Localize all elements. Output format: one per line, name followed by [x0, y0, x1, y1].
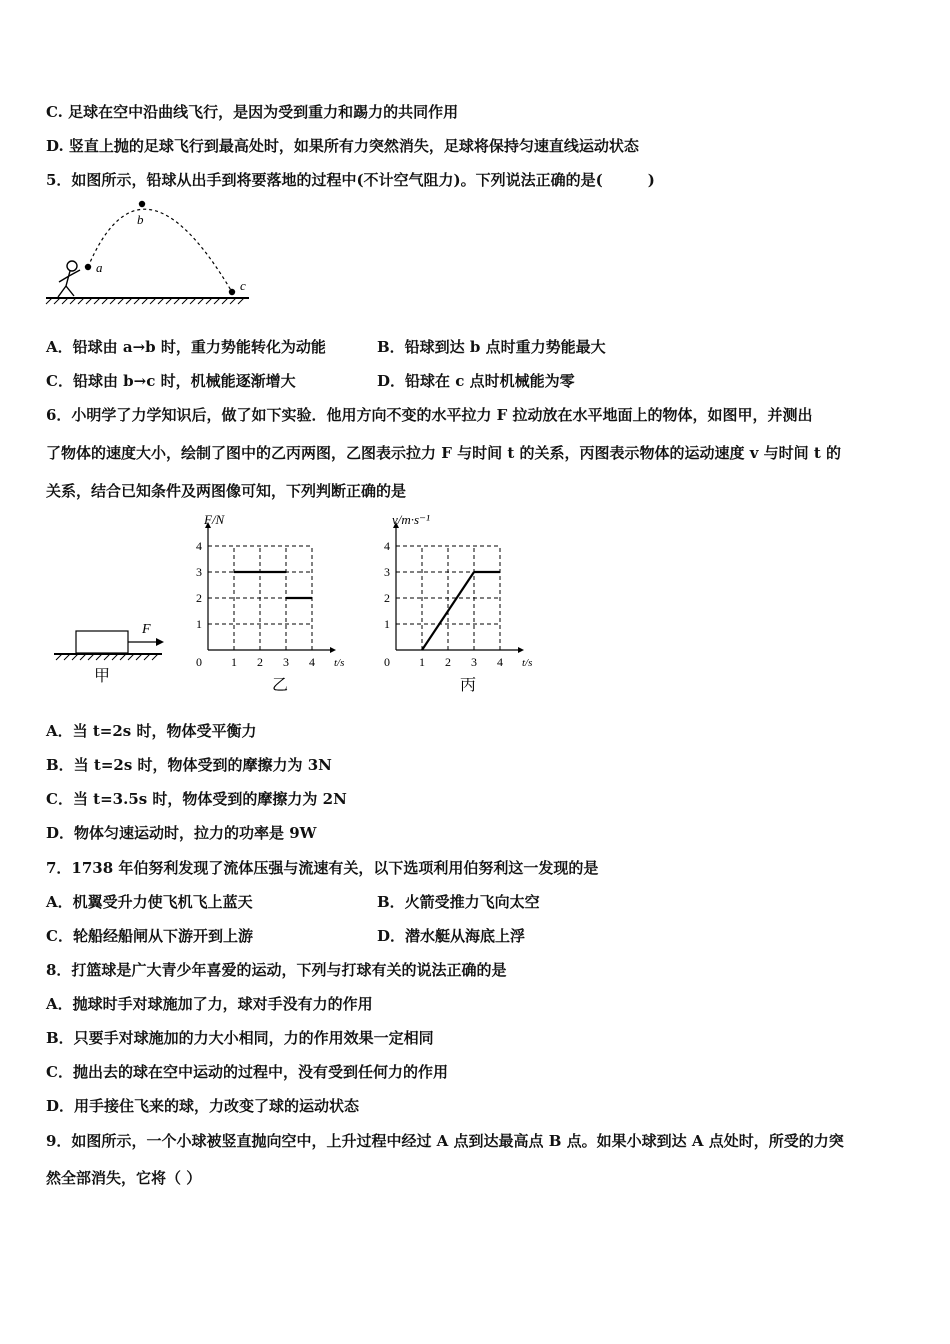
point-c-label: c	[240, 278, 246, 293]
q6-stem-line2: 了物体的速度大小，绘制了图中的乙丙两图，乙图表示拉力 F 与时间 t 的关系，丙图表示物体的运动速度 v 与时间 t 的	[46, 444, 842, 462]
chart-caption: 丙	[460, 677, 477, 694]
x-tick-label: 2	[257, 655, 263, 669]
x-axis-arrow	[330, 647, 336, 653]
x-tick-label: 4	[309, 655, 315, 669]
x-tick-label: 0	[384, 655, 390, 669]
q7-stem: 7．1738 年伯努利发现了流体压强与流速有关，以下选项利用伯努利这一发现的是	[46, 859, 599, 877]
x-tick-label: 3	[283, 655, 289, 669]
x-tick-label: 0	[196, 655, 202, 669]
q8-option-a: A．抛球时手对球施加了力，球对手没有力的作用	[46, 995, 373, 1013]
block	[76, 631, 128, 653]
x-tick-label: 3	[471, 655, 477, 669]
force-label: F	[142, 622, 151, 637]
trajectory-path	[88, 209, 232, 292]
y-tick-label: 4	[196, 539, 202, 553]
q6-option-d: D．物体匀速运动时，拉力的功率是 9W	[46, 824, 317, 842]
q5-option-a: A．铅球由 a→b 时，重力势能转化为动能	[46, 338, 326, 356]
x-axis-arrow	[518, 647, 524, 653]
q7-option-b: B．火箭受推力飞向太空	[377, 893, 540, 911]
y-tick-label: 1	[196, 617, 202, 631]
y-tick-label: 3	[196, 565, 202, 579]
chart-bing	[378, 505, 558, 695]
y-tick-label: 1	[384, 617, 390, 631]
point-c-marker	[229, 289, 235, 295]
q6-option-a: A．当 t=2s 时，物体受平衡力	[46, 722, 257, 740]
q9-stem-line2: 然全部消失，它将（ ）	[46, 1169, 202, 1187]
y-axis-label: F/N	[204, 512, 225, 527]
q9-stem-line1: 9．如图所示，一个小球被竖直抛向空中，上升过程中经过 A 点到达最高点 B 点。如果小球到达 A 点处时，所受的力突	[46, 1132, 844, 1150]
caption-jia: 甲	[94, 668, 111, 685]
q6-option-b: B．当 t=2s 时，物体受到的摩擦力为 3N	[46, 756, 332, 774]
q4-option-c: C. 足球在空中沿曲线飞行，是因为受到重力和踢力的共同作用	[46, 103, 459, 121]
x-tick-label: 1	[231, 655, 237, 669]
x-axis-label: t/s	[522, 657, 533, 669]
chart-yi	[190, 505, 370, 695]
y-tick-label: 2	[384, 591, 390, 605]
q8-option-b: B．只要手对球施加的力大小相同，力的作用效果一定相同	[46, 1029, 434, 1047]
point-b-marker	[139, 201, 145, 207]
thrower-figure	[58, 261, 80, 297]
x-axis-label: t/s	[334, 657, 345, 669]
q5-option-b: B．铅球到达 b 点时重力势能最大	[377, 338, 606, 356]
x-tick-label: 1	[419, 655, 425, 669]
q6-stem-line3: 关系，结合已知条件及两图像可知，下列判断正确的是	[46, 482, 407, 500]
q5-stem: 5．如图所示，铅球从出手到将要落地的过程中(不计空气阻力)。下列说法正确的是( )	[46, 171, 655, 189]
q5-figure	[44, 196, 254, 306]
point-a-marker	[85, 264, 91, 270]
y-tick-label: 2	[196, 591, 202, 605]
point-a-label: a	[96, 260, 103, 275]
q8-option-d: D．用手接住飞来的球，力改变了球的运动状态	[46, 1097, 360, 1115]
q7-option-c: C．轮船经船闸从下游开到上游	[46, 927, 253, 945]
q7-option-d: D．潜水艇从海底上浮	[377, 927, 526, 945]
point-b-label: b	[137, 212, 144, 227]
chart-caption: 乙	[272, 677, 289, 694]
x-tick-label: 4	[497, 655, 503, 669]
q5-option-d: D．铅球在 c 点时机械能为零	[377, 372, 575, 390]
q5-option-c: C．铅球由 b→c 时，机械能逐渐增大	[46, 372, 296, 390]
y-tick-label: 3	[384, 565, 390, 579]
q8-option-c: C．抛出去的球在空中运动的过程中，没有受到任何力的作用	[46, 1063, 448, 1081]
x-tick-label: 2	[445, 655, 451, 669]
q7-option-a: A．机翼受升力使飞机飞上蓝天	[46, 893, 253, 911]
y-tick-label: 4	[384, 539, 390, 553]
q6-stem-line1: 6．小明学了力学知识后，做了如下实验．他用方向不变的水平拉力 F 拉动放在水平地面上的物体，如图甲，并测出	[46, 406, 813, 424]
fig-jia	[50, 615, 170, 690]
q8-stem: 8．打篮球是广大青少年喜爱的运动，下列与打球有关的说法正确的是	[46, 961, 507, 979]
q4-option-d: D. 竖直上抛的足球飞行到最高处时，如果所有力突然消失，足球将保持匀速直线运动状态	[46, 137, 639, 155]
y-axis-label: v/m·s⁻¹	[392, 512, 430, 527]
q6-option-c: C．当 t=3.5s 时，物体受到的摩擦力为 2N	[46, 790, 347, 808]
